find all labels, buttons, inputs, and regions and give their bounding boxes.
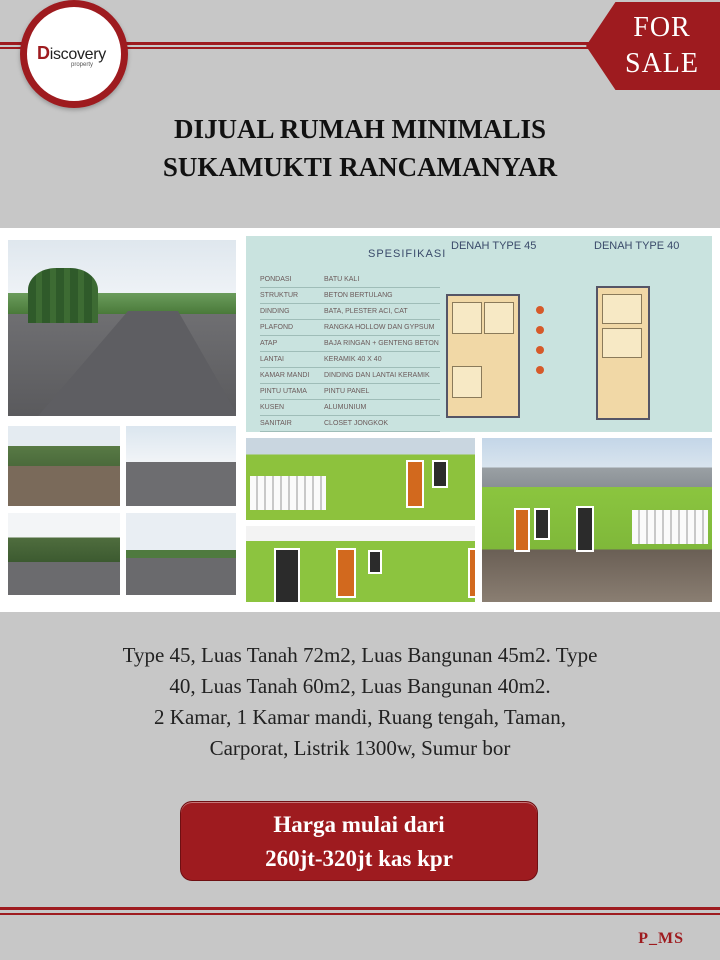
road-photo-3 [126, 426, 236, 506]
spec-row: ATAP BAJA RINGAN + GENTENG BETON [260, 336, 440, 352]
price-label: Harga mulai dari [273, 812, 445, 837]
desc-line2: 40, Luas Tanah 60m2, Luas Bangunan 40m2. [169, 674, 551, 698]
desc-line4: Carporat, Listrik 1300w, Sumur bor [209, 736, 511, 760]
spec-row: KAMAR MANDI DINDING DAN LANTAI KERAMIK [260, 368, 440, 384]
discovery-logo [20, 0, 128, 108]
badge-line2: SALE [625, 48, 699, 79]
logo-subtext: property [71, 62, 94, 68]
logo-initial: D [37, 43, 50, 63]
road-photo-main [8, 240, 236, 416]
spec-row: DINDING BATA, PLESTER ACI, CAT [260, 304, 440, 320]
house-photo-1 [246, 438, 475, 520]
spec-row: PLAFOND RANGKA HOLLOW DAN GYPSUM [260, 320, 440, 336]
badge-line1: FOR [633, 12, 691, 43]
price-banner [180, 801, 538, 881]
spec-row: PONDASI BATU KALI [260, 272, 440, 288]
spec-row: SANITAIR CLOSET JONGKOK [260, 416, 440, 432]
house-photo-2 [246, 526, 475, 602]
road-photo-2 [8, 426, 120, 506]
spec-sheet-photo [246, 236, 712, 432]
floor-plan-40 [596, 286, 650, 420]
desc-line1: Type 45, Luas Tanah 72m2, Luas Bangunan 45m2. Type [122, 643, 598, 667]
property-description [60, 640, 660, 764]
spec-title: SPESIFIKASI [368, 248, 447, 260]
house-photo-3 [482, 438, 712, 602]
floor-plan-45 [446, 294, 520, 418]
title-line2: SUKAMUKTI RANCAMANYAR [162, 152, 558, 182]
road-photo-5 [126, 513, 236, 595]
spec-row: KUSEN ALUMUNIUM [260, 400, 440, 416]
spec-row: LANTAI KERAMIK 40 X 40 [260, 352, 440, 368]
footer-divider [0, 907, 720, 917]
plan-40-title: DENAH TYPE 40 [594, 240, 680, 252]
photo-collage [0, 228, 720, 612]
spec-row: STRUKTUR BETON BERTULANG [260, 288, 440, 304]
desc-line3: 2 Kamar, 1 Kamar mandi, Ruang tengah, Taman, [154, 705, 566, 729]
logo-text [37, 43, 106, 64]
title-line1: DIJUAL RUMAH MINIMALIS [173, 114, 546, 144]
for-sale-text [612, 10, 712, 82]
plan-45-title: DENAH TYPE 45 [451, 240, 537, 252]
road-photo-4 [8, 513, 120, 595]
spec-table [260, 272, 440, 432]
page-title [0, 110, 720, 186]
logo-word: iscovery [49, 46, 106, 63]
spec-row: PINTU UTAMA PINTU PANEL [260, 384, 440, 400]
price-range: 260jt-320jt kas kpr [265, 846, 453, 871]
listing-code: P_MS [638, 930, 684, 947]
